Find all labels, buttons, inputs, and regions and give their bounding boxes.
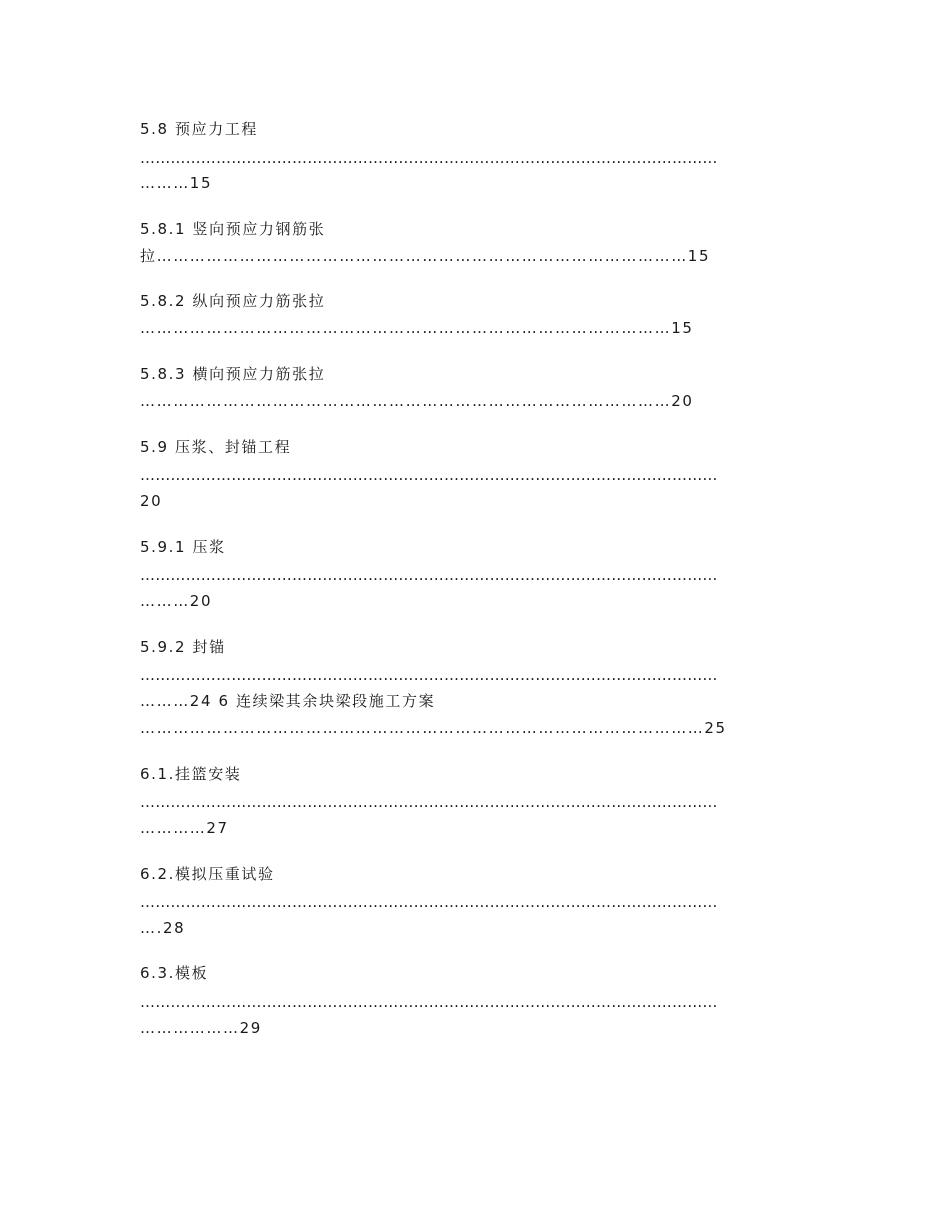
toc-entry-5-8-1-leader: 拉……………………………………………………………………………………15 bbox=[140, 247, 711, 265]
toc-entry-5-9-2-title: 5.9.2 封锚 bbox=[140, 638, 226, 656]
toc-entry-6-1-title: 6.1.挂篮安装 bbox=[140, 765, 242, 783]
toc-entry-5-8-title: 5.8 预应力工程 bbox=[140, 120, 259, 138]
toc-entry-6-2-page: ….28 bbox=[140, 919, 186, 937]
toc-entry-5-9-page: 20 bbox=[140, 492, 163, 510]
toc-entry-5-9-leader: …………………………………………………………………………………………………… bbox=[140, 466, 718, 484]
toc-entry-5-8-2-title: 5.8.2 纵向预应力筋张拉 bbox=[140, 292, 326, 310]
toc-entry-6-3-title: 6.3.模板 bbox=[140, 964, 209, 982]
toc-entry-5-8-2-leader: ……………………………………………………………………………………15 bbox=[140, 319, 694, 337]
toc-entry-5-9-title: 5.9 压浆、封锚工程 bbox=[140, 438, 292, 456]
toc-entry-6-2-title: 6.2.模拟压重试验 bbox=[140, 865, 275, 883]
toc-entry-6-2-leader: …………………………………………………………………………………………………… bbox=[140, 893, 718, 911]
toc-entry-6-3-page: ………………29 bbox=[140, 1019, 262, 1037]
toc-entry-5-8-page: ………15 bbox=[140, 174, 213, 192]
toc-entry-5-8-3-leader: ……………………………………………………………………………………20 bbox=[140, 392, 694, 410]
toc-entry-6-1-page: …………27 bbox=[140, 819, 229, 837]
toc-entry-5-9-1-leader: …………………………………………………………………………………………………… bbox=[140, 566, 718, 584]
toc-entry-5-9-2-leader: …………………………………………………………………………………………………… bbox=[140, 666, 718, 684]
toc-entry-6-1-leader: …………………………………………………………………………………………………… bbox=[140, 793, 718, 811]
toc-entry-6-leader: …………………………………………………………………………………………25 bbox=[140, 719, 727, 737]
toc-entry-5-9-2-page-and-6-title: ………24 6 连续梁其余块梁段施工方案 bbox=[140, 692, 436, 710]
toc-entry-6-3-leader: …………………………………………………………………………………………………… bbox=[140, 993, 718, 1011]
toc-entry-5-9-1-title: 5.9.1 压浆 bbox=[140, 538, 226, 556]
toc-entry-5-9-1-page: ………20 bbox=[140, 592, 213, 610]
toc-entry-5-8-leader: …………………………………………………………………………………………………… bbox=[140, 149, 718, 167]
toc-entry-5-8-3-title: 5.8.3 横向预应力筋张拉 bbox=[140, 365, 326, 383]
toc-entry-5-8-1-title: 5.8.1 竖向预应力钢筋张 bbox=[140, 220, 326, 238]
